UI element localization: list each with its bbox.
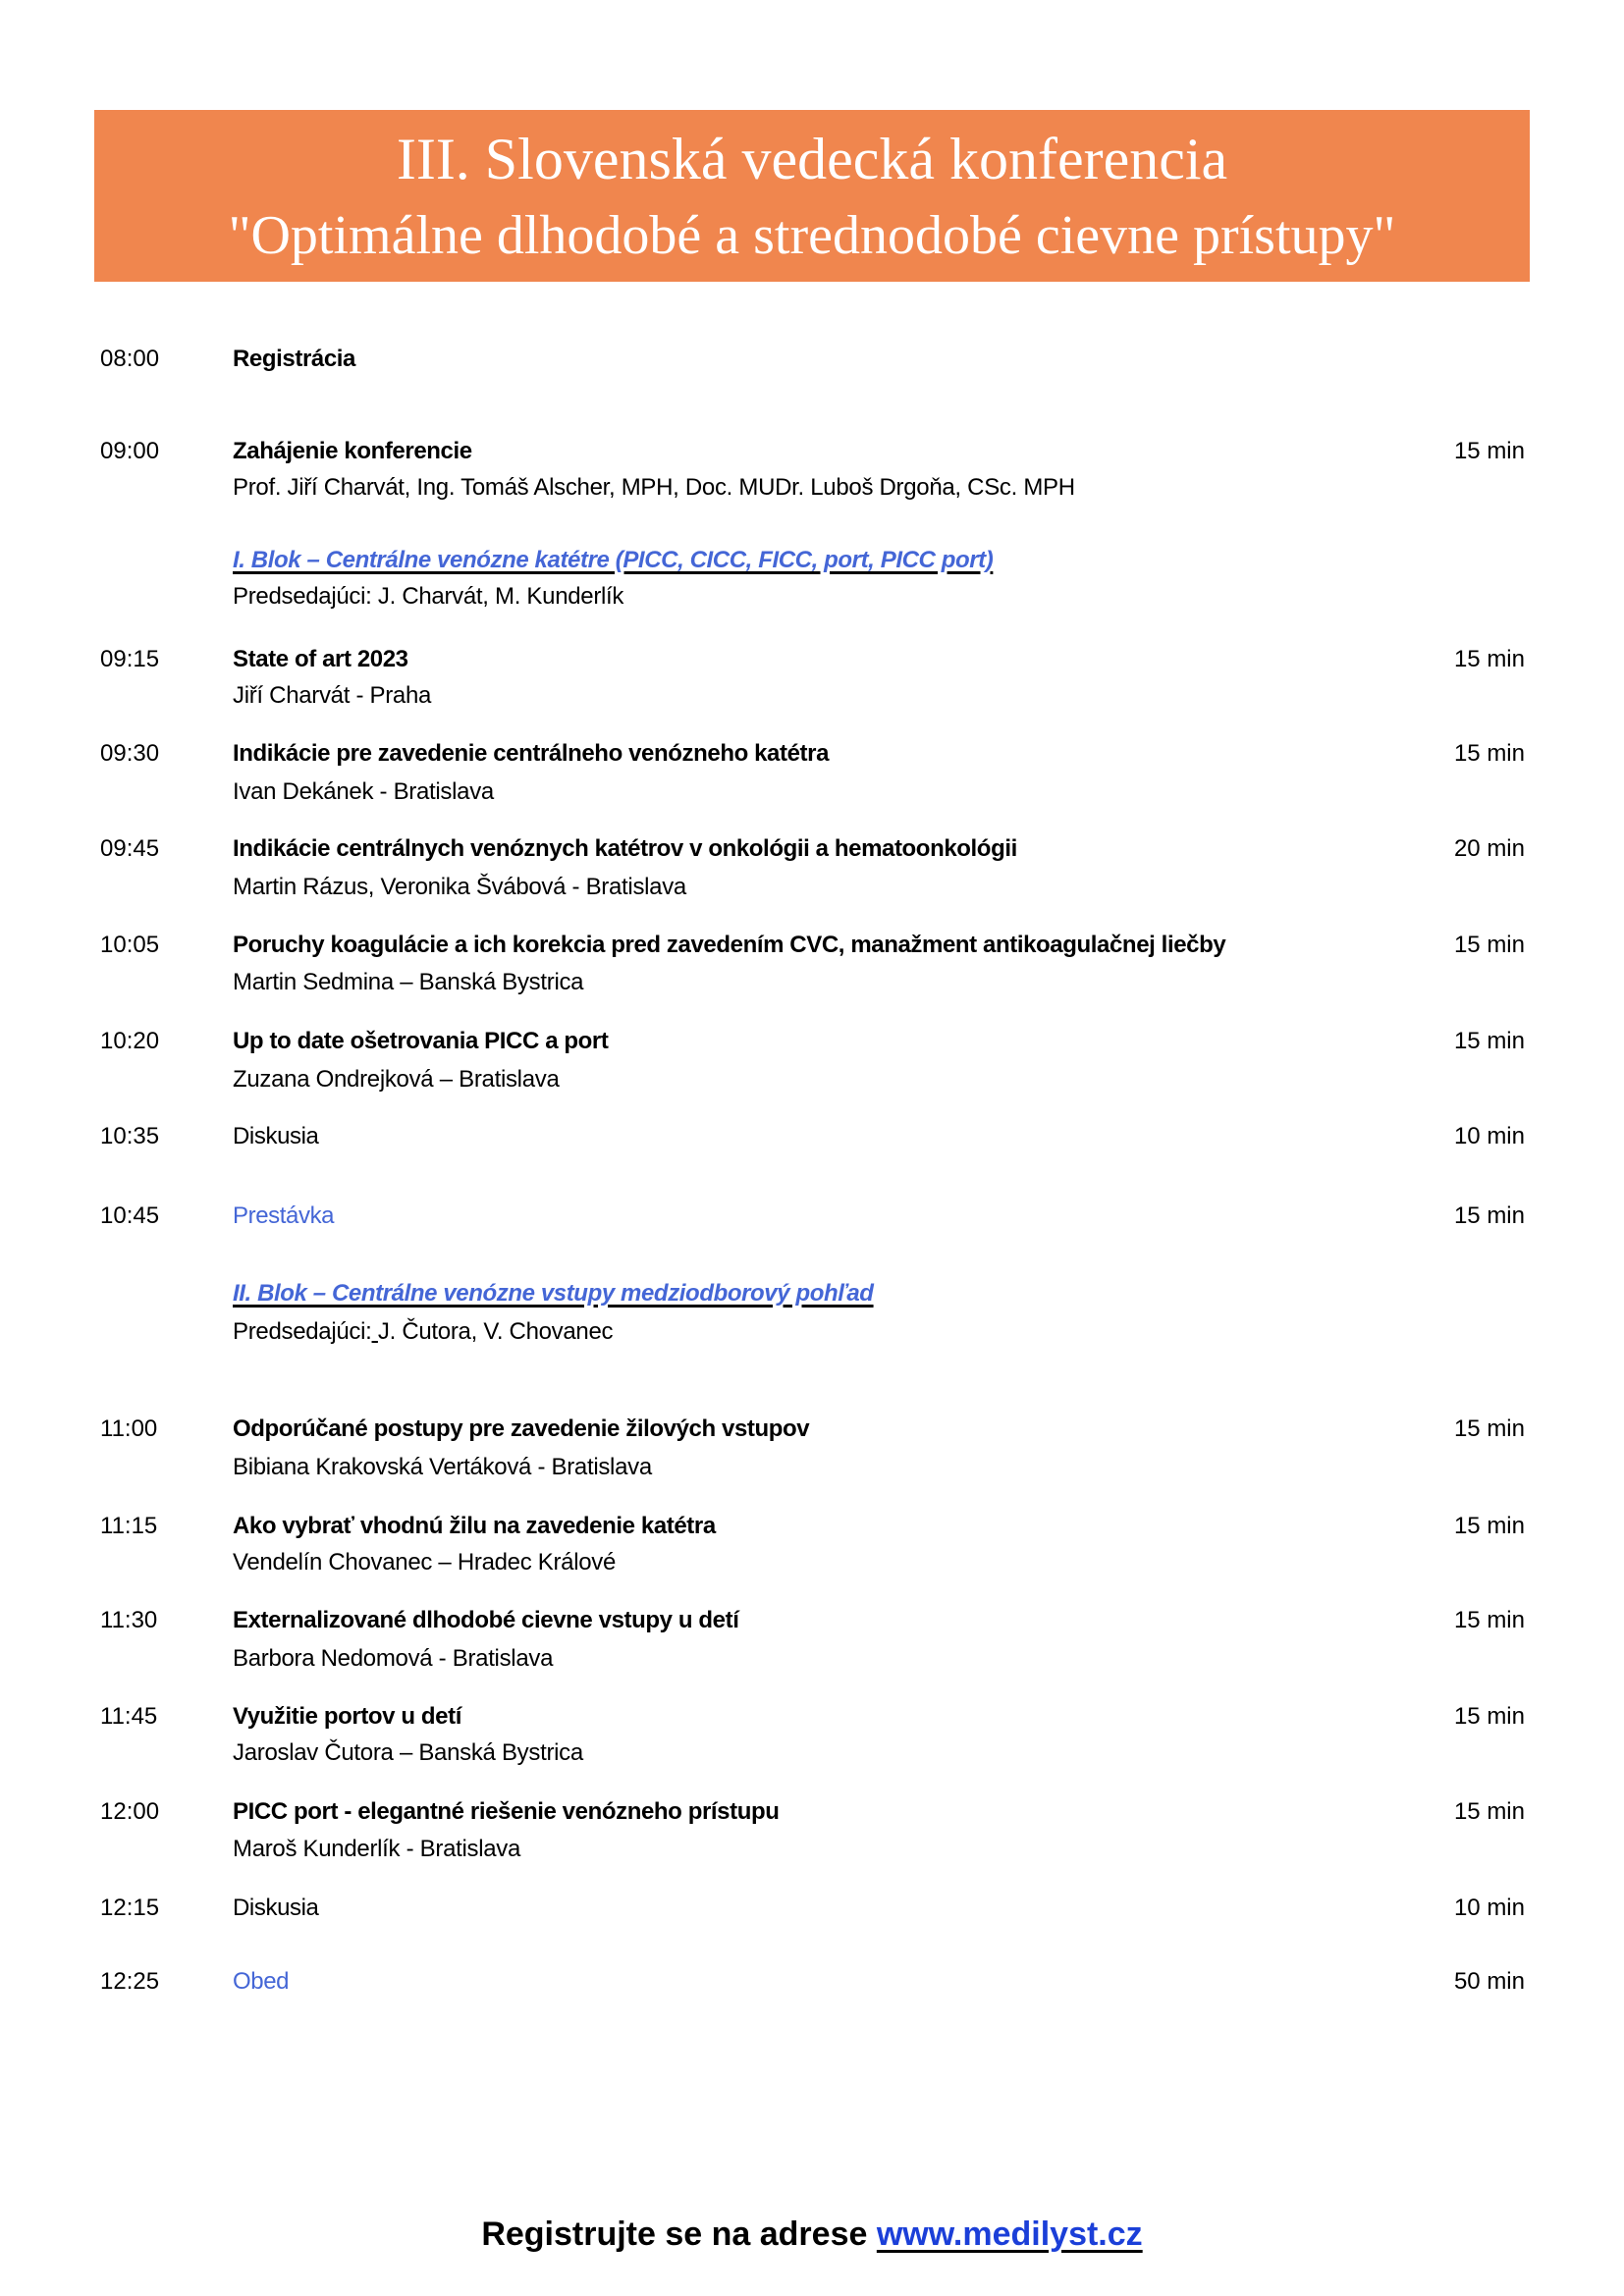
chairs-label: Predsedajúci: bbox=[233, 583, 372, 610]
agenda-item bbox=[0, 645, 1624, 709]
item-duration: 15 min bbox=[1453, 1202, 1525, 1229]
item-speaker: Zuzana Ondrejková – Bratislava bbox=[233, 1066, 560, 1093]
block-chairs bbox=[233, 582, 623, 612]
item-topic: Využitie portov u detí bbox=[233, 1703, 461, 1730]
item-topic: Prestávka bbox=[233, 1202, 335, 1229]
block-title-link[interactable]: I. Blok – Centrálne venózne katétre (PICC, CICC, FICC, port, PICC port) bbox=[233, 547, 994, 573]
item-topic: Odporúčané postupy pre zavedenie žilových vstupov bbox=[233, 1415, 810, 1442]
item-speaker: Jaroslav Čutora – Banská Bystrica bbox=[233, 1739, 583, 1766]
item-topic: Poruchy koagulácie a ich korekcia pred zavedením CVC, manažment antikoagulačnej liečby bbox=[233, 932, 1226, 958]
item-duration: 10 min bbox=[1453, 1895, 1525, 1921]
item-time: 10:35 bbox=[100, 1123, 160, 1149]
item-topic: Diskusia bbox=[233, 1123, 319, 1149]
item-duration: 50 min bbox=[1453, 1968, 1525, 1995]
item-time: 09:45 bbox=[100, 835, 160, 862]
item-topic: Indikácie centrálnych venóznych katétrov v onkológii a hematoonkológii bbox=[233, 835, 1017, 862]
item-duration: 15 min bbox=[1453, 1415, 1525, 1442]
item-speaker: Jiří Charvát - Praha bbox=[233, 682, 432, 709]
agenda-item-break bbox=[0, 1201, 1624, 1231]
item-time: 12:25 bbox=[100, 1968, 160, 1995]
item-duration: 20 min bbox=[1453, 835, 1525, 862]
item-topic: Registrácia bbox=[233, 346, 355, 372]
item-topic: Obed bbox=[233, 1968, 290, 1995]
item-time: 10:20 bbox=[100, 1028, 160, 1054]
registration-text: Registrujte se na adrese bbox=[481, 2216, 877, 2253]
item-time: 12:00 bbox=[100, 1798, 160, 1825]
item-duration: 15 min bbox=[1453, 740, 1525, 767]
item-topic: Externalizované dlhodobé cievne vstupy u detí bbox=[233, 1607, 739, 1633]
item-topic: Ako vybrať vhodnú žilu na zavedenie katétra bbox=[233, 1513, 716, 1539]
item-duration: 10 min bbox=[1453, 1123, 1525, 1149]
item-duration: 15 min bbox=[1453, 438, 1525, 464]
conference-subtitle: "Optimálne dlhodobé a strednodobé cievne prístupy" bbox=[228, 205, 1396, 266]
block-chairs bbox=[233, 1317, 613, 1347]
item-time: 11:00 bbox=[100, 1415, 158, 1442]
chairs-label: Predsedajúci: bbox=[233, 1318, 372, 1345]
item-time: 11:30 bbox=[100, 1607, 158, 1633]
registration-link[interactable]: www.medilyst.cz bbox=[876, 2216, 1143, 2253]
block-title-link[interactable]: II. Blok – Centrálne venózne vstupy medziodborový pohľad bbox=[233, 1280, 874, 1307]
agenda-item bbox=[0, 1027, 1624, 1093]
item-topic: Up to date ošetrovania PICC a port bbox=[233, 1028, 609, 1054]
item-speaker: Martin Rázus, Veronika Švábová - Bratislava bbox=[233, 874, 686, 900]
item-topic: Indikácie pre zavedenie centrálneho venózneho katétra bbox=[233, 740, 830, 767]
item-time: 10:05 bbox=[100, 932, 160, 958]
agenda-item bbox=[0, 1702, 1624, 1766]
agenda-item bbox=[0, 931, 1624, 995]
agenda-item bbox=[0, 437, 1624, 501]
item-speaker: Vendelín Chovanec – Hradec Králové bbox=[233, 1549, 617, 1575]
item-duration: 15 min bbox=[1453, 1028, 1525, 1054]
agenda-item bbox=[0, 1415, 1624, 1480]
item-duration: 15 min bbox=[1453, 1703, 1525, 1730]
item-speaker: Ivan Dekánek - Bratislava bbox=[233, 778, 494, 805]
item-time: 09:00 bbox=[100, 438, 160, 464]
item-time: 10:45 bbox=[100, 1202, 160, 1229]
item-speaker: Barbora Nedomová - Bratislava bbox=[233, 1645, 554, 1672]
item-time: 11:45 bbox=[100, 1703, 158, 1730]
agenda-item bbox=[0, 1797, 1624, 1862]
agenda-item bbox=[0, 1606, 1624, 1672]
item-speaker: Prof. Jiří Charvát, Ing. Tomáš Alscher, MPH, Doc. MUDr. Luboš Drgoňa, CSc. MPH bbox=[233, 474, 1075, 501]
conference-title: III. Slovenská vedecká konferencia bbox=[396, 127, 1228, 191]
agenda-item-lunch bbox=[0, 1967, 1624, 1997]
registration-footer bbox=[0, 2213, 1624, 2256]
item-topic: State of art 2023 bbox=[233, 646, 408, 672]
chairs-names: J. Charvát, M. Kunderlík bbox=[371, 583, 624, 610]
item-topic: Zahájenie konferencie bbox=[233, 438, 472, 464]
item-duration: 15 min bbox=[1453, 646, 1525, 672]
agenda-item bbox=[0, 739, 1624, 805]
title-banner bbox=[94, 110, 1530, 282]
item-speaker: Martin Sedmina – Banská Bystrica bbox=[233, 969, 584, 995]
agenda-item bbox=[0, 1512, 1624, 1575]
agenda-item bbox=[0, 345, 1624, 374]
agenda-item bbox=[0, 834, 1624, 900]
item-topic: PICC port - elegantné riešenie venózneho prístupu bbox=[233, 1798, 780, 1825]
item-time: 08:00 bbox=[100, 346, 160, 372]
item-topic: Diskusia bbox=[233, 1895, 319, 1921]
block-heading bbox=[0, 1279, 1624, 1345]
item-duration: 15 min bbox=[1453, 1798, 1525, 1825]
item-time: 12:15 bbox=[100, 1895, 160, 1921]
chairs-names: J. Čutora, V. Chovanec bbox=[377, 1318, 614, 1345]
item-duration: 15 min bbox=[1453, 1513, 1525, 1539]
block-heading bbox=[0, 546, 1624, 610]
item-time: 09:30 bbox=[100, 740, 160, 767]
item-time: 11:15 bbox=[100, 1513, 158, 1539]
item-duration: 15 min bbox=[1453, 1607, 1525, 1633]
item-time: 09:15 bbox=[100, 646, 160, 672]
item-duration: 15 min bbox=[1453, 932, 1525, 958]
item-speaker: Bibiana Krakovská Vertáková - Bratislava bbox=[233, 1454, 652, 1480]
agenda-item bbox=[0, 1894, 1624, 1923]
agenda-item bbox=[0, 1122, 1624, 1151]
item-speaker: Maroš Kunderlík - Bratislava bbox=[233, 1836, 521, 1862]
